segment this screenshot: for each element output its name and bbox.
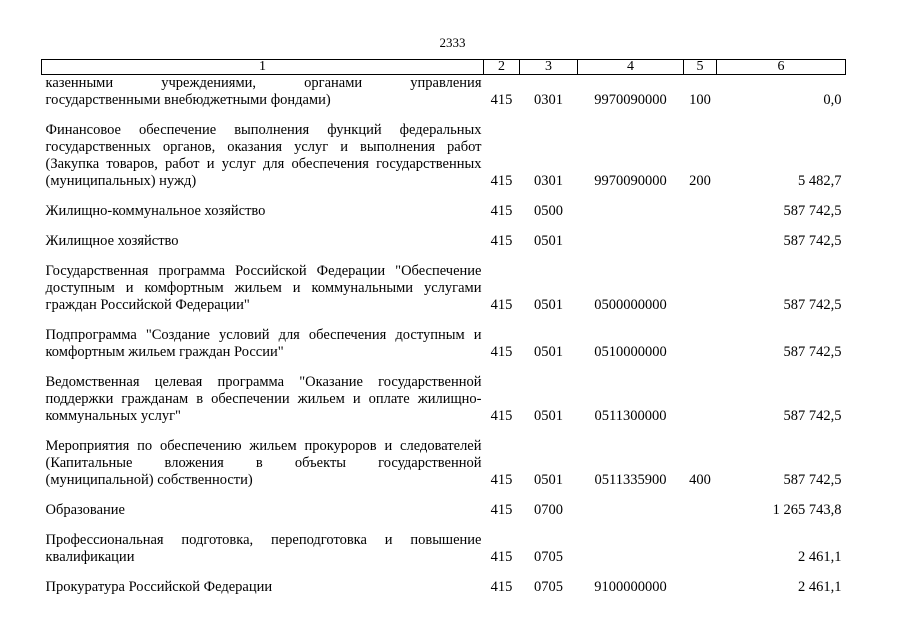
header-col-4: 4 (578, 60, 684, 75)
row-name (42, 430, 484, 494)
row-expense-type (684, 319, 717, 366)
row-name (42, 571, 484, 601)
row-name-line: (муниципальных) нужд) (45, 173, 197, 189)
row-section: 0501 (534, 408, 563, 424)
row-ved: 415 (490, 472, 513, 488)
table-row (42, 524, 846, 571)
row-name-line: квалификации (45, 549, 135, 565)
row-target-article: 0510000000 (594, 344, 667, 360)
row-amount: 587 742,5 (783, 344, 842, 360)
row-ved: 415 (490, 233, 513, 249)
row-section: 0501 (534, 233, 563, 249)
table-row (42, 430, 846, 494)
row-section: 0705 (534, 549, 563, 565)
row-ved: 415 (490, 408, 513, 424)
row-name-line: государственных органов, оказания услуг и выполнения работ (45, 139, 482, 155)
row-section: 0500 (534, 203, 563, 219)
row-target-article: 0500000000 (594, 297, 667, 313)
row-name-line: (Капитальные вложения в объекты государственной (45, 455, 482, 471)
row-expense-type (684, 366, 717, 430)
row-ved: 415 (490, 549, 513, 565)
row-name-line: Подпрограмма "Создание условий для обеспечения доступным и (45, 327, 482, 343)
row-name (42, 494, 484, 524)
row-amount: 587 742,5 (783, 297, 842, 313)
row-section: 0301 (534, 92, 563, 108)
row-name-line: коммунальных услуг" (45, 408, 181, 424)
table-row (42, 225, 846, 255)
row-expense-type: 100 (689, 92, 711, 108)
budget-table (41, 59, 846, 601)
header-col-5: 5 (684, 60, 717, 75)
table-row (42, 494, 846, 524)
header-col-1: 1 (42, 60, 484, 75)
row-amount: 587 742,5 (783, 203, 842, 219)
row-expense-type (684, 524, 717, 571)
row-name-line: Мероприятия по обеспечению жильем прокуроров и следователей (45, 438, 482, 454)
row-target-article: 9100000000 (594, 579, 667, 595)
row-name (42, 225, 484, 255)
row-name-line: Государственная программа Российской Федерации "Обеспечение (45, 263, 482, 279)
table-row (42, 114, 846, 195)
row-name (42, 319, 484, 366)
row-section: 0501 (534, 472, 563, 488)
row-name (42, 524, 484, 571)
table-body (42, 75, 846, 602)
header-col-6: 6 (717, 60, 846, 75)
row-expense-type (684, 494, 717, 524)
table-row (42, 571, 846, 601)
row-name-line: Профессиональная подготовка, переподготовка и повышение (45, 532, 482, 548)
row-name-line: Ведомственная целевая программа "Оказание государственной (45, 374, 482, 390)
row-amount: 587 742,5 (783, 408, 842, 424)
row-target-article (578, 225, 684, 255)
row-name-line: доступным и комфортным жильем и коммунальными услугами (45, 280, 482, 296)
header-col-2: 2 (484, 60, 520, 75)
row-name-line: казенными учреждениями, органами управления (45, 75, 482, 91)
row-amount: 587 742,5 (783, 233, 842, 249)
row-name (42, 75, 484, 115)
row-section: 0705 (534, 579, 563, 595)
row-name-line: (муниципальной) собственности) (45, 472, 253, 488)
row-ved: 415 (490, 92, 513, 108)
row-ved: 415 (490, 344, 513, 360)
row-expense-type: 200 (689, 173, 711, 189)
page-number: 2333 (439, 35, 466, 50)
row-ved: 415 (490, 203, 513, 219)
header-col-3: 3 (520, 60, 578, 75)
table-row (42, 75, 846, 115)
row-target-article: 0511300000 (594, 408, 667, 424)
row-section: 0501 (534, 297, 563, 313)
row-amount: 0,0 (823, 92, 842, 108)
row-amount: 5 482,7 (798, 173, 842, 189)
header-row (42, 60, 846, 75)
row-ved: 415 (490, 173, 513, 189)
row-amount: 2 461,1 (798, 579, 842, 595)
table-row (42, 255, 846, 319)
row-amount: 2 461,1 (798, 549, 842, 565)
row-name-line: Жилищное хозяйство (45, 233, 179, 249)
row-name (42, 255, 484, 319)
row-expense-type (684, 195, 717, 225)
row-expense-type (684, 571, 717, 601)
table-row (42, 195, 846, 225)
row-amount: 587 742,5 (783, 472, 842, 488)
table-row (42, 319, 846, 366)
row-name (42, 195, 484, 225)
row-ved: 415 (490, 297, 513, 313)
row-name-line: комфортным жильем граждан России" (45, 344, 284, 360)
row-name-line: граждан Российской Федерации" (45, 297, 250, 313)
row-name (42, 366, 484, 430)
row-expense-type (684, 225, 717, 255)
row-name-line: Жилищно-коммунальное хозяйство (45, 203, 266, 219)
row-name (42, 114, 484, 195)
row-amount: 1 265 743,8 (772, 502, 842, 518)
row-target-article (578, 524, 684, 571)
row-target-article: 0511335900 (594, 472, 667, 488)
row-ved: 415 (490, 579, 513, 595)
row-section: 0700 (534, 502, 563, 518)
row-name-line: государственными внебюджетными фондами) (45, 92, 331, 108)
row-name-line: Финансовое обеспечение выполнения функций федеральных (45, 122, 482, 138)
row-name-line: поддержки гражданам в обеспечении жильем и оплате жилищно- (45, 391, 482, 407)
row-section: 0501 (534, 344, 563, 360)
row-expense-type: 400 (689, 472, 711, 488)
row-name-line: Прокуратура Российской Федерации (45, 579, 273, 595)
row-target-article: 9970090000 (594, 92, 667, 108)
row-name-line: Образование (45, 502, 125, 518)
row-target-article: 9970090000 (594, 173, 667, 189)
row-section: 0301 (534, 173, 563, 189)
table-row (42, 366, 846, 430)
row-target-article (578, 494, 684, 524)
row-ved: 415 (490, 502, 513, 518)
row-target-article (578, 195, 684, 225)
row-name-line: (Закупка товаров, работ и услуг для обеспечения государственных (45, 156, 482, 172)
row-expense-type (684, 255, 717, 319)
